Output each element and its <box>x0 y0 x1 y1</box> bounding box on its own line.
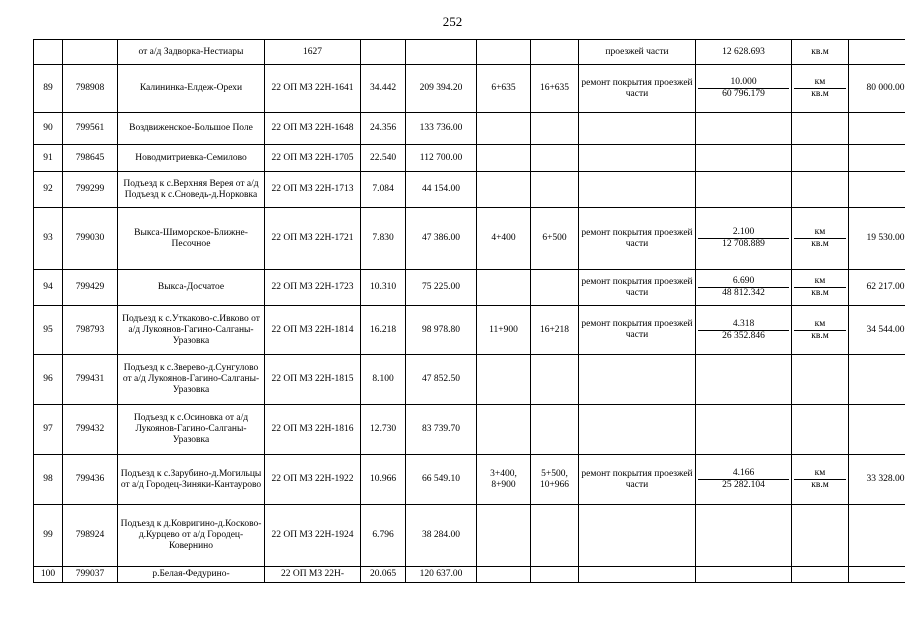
measure-cell <box>696 208 792 270</box>
start-km-cell <box>477 355 531 405</box>
length-cell: 24.356 <box>361 113 406 145</box>
cost-cell: 83 739.70 <box>406 405 477 455</box>
code-cell: 799299 <box>63 172 118 208</box>
work-type-cell: ремонт покрытия проезжей части <box>579 208 696 270</box>
measure-value: 4.318 <box>732 318 755 329</box>
sum-cell: 80 000.00 <box>849 65 905 113</box>
end-km-cell <box>531 355 579 405</box>
start-km-cell <box>477 145 531 172</box>
end-km-cell: 16+218 <box>531 306 579 355</box>
code-cell: 799429 <box>63 270 118 306</box>
work-type-cell <box>579 145 696 172</box>
work-type-cell: ремонт покрытия проезжей части <box>579 65 696 113</box>
cost-cell: 98 978.80 <box>406 306 477 355</box>
start-km-cell <box>477 270 531 306</box>
code-cell: 799561 <box>63 113 118 145</box>
unit-cell <box>792 455 849 505</box>
row-number-cell: 91 <box>34 145 63 172</box>
row-number-cell: 92 <box>34 172 63 208</box>
unit-value: км <box>814 227 826 237</box>
unit-value: кв.м <box>794 330 846 342</box>
table-row <box>34 270 905 306</box>
sum-cell <box>849 355 905 405</box>
measure-cell <box>696 270 792 306</box>
cost-cell: 38 284.00 <box>406 505 477 567</box>
work-type-cell <box>579 567 696 583</box>
start-km-cell <box>477 567 531 583</box>
length-cell: 8.100 <box>361 355 406 405</box>
length-cell: 7.830 <box>361 208 406 270</box>
measure-cell <box>696 455 792 505</box>
road-name-cell: Подъезд к с.Осиновка от а/д Лукоянов-Гагино-Салганы-Уразовка <box>118 405 265 455</box>
sum-cell: 33 328.00 <box>849 455 905 505</box>
unit-cell <box>792 65 849 113</box>
length-cell <box>361 40 406 65</box>
road-name-cell: Подъезд к д.Ковригино-д.Косково-д.Курцево от а/д Городец-Ковернино <box>118 505 265 567</box>
road-id-cell: 22 ОП МЗ 22Н-1721 <box>265 208 361 270</box>
end-km-cell <box>531 172 579 208</box>
table-row <box>34 355 905 405</box>
table-row <box>34 208 905 270</box>
cost-cell: 133 736.00 <box>406 113 477 145</box>
road-id-cell: 22 ОП МЗ 22Н- <box>265 567 361 583</box>
road-name-cell: Подъезд к с.Зарубино-д.Могильцы от а/д Городец-Зиняки-Кантаурово <box>118 455 265 505</box>
start-km-cell <box>477 172 531 208</box>
measure-cell <box>696 355 792 405</box>
row-number-cell: 90 <box>34 113 63 145</box>
row-number-cell: 89 <box>34 65 63 113</box>
work-type-cell <box>579 113 696 145</box>
sum-cell <box>849 567 905 583</box>
code-cell: 799436 <box>63 455 118 505</box>
unit-cell <box>792 405 849 455</box>
table-row <box>34 455 905 505</box>
measure-cell <box>696 65 792 113</box>
sum-cell <box>849 505 905 567</box>
code-cell: 799030 <box>63 208 118 270</box>
row-number-cell: 99 <box>34 505 63 567</box>
table-row <box>34 113 905 145</box>
length-cell: 7.084 <box>361 172 406 208</box>
measure-value: 10.000 <box>730 77 757 87</box>
table-row <box>34 567 905 583</box>
table-row <box>34 306 905 355</box>
start-km-cell <box>477 405 531 455</box>
unit-value: кв.м <box>794 238 846 250</box>
sum-cell <box>849 172 905 208</box>
page-number: 252 <box>442 14 463 29</box>
start-km-cell <box>477 505 531 567</box>
unit-cell <box>792 355 849 405</box>
row-number-cell: 95 <box>34 306 63 355</box>
cost-cell: 209 394.20 <box>406 65 477 113</box>
end-km-cell <box>531 270 579 306</box>
cost-cell: 47 386.00 <box>406 208 477 270</box>
measure-value: 6.690 <box>732 276 755 286</box>
table-row <box>34 172 905 208</box>
measure-cell <box>696 505 792 567</box>
measure-value: 2.100 <box>732 227 755 237</box>
work-type-cell <box>579 505 696 567</box>
roads-table <box>33 39 905 583</box>
cost-cell: 44 154.00 <box>406 172 477 208</box>
road-id-cell: 22 ОП МЗ 22Н-1815 <box>265 355 361 405</box>
code-cell: 798793 <box>63 306 118 355</box>
cost-cell: 66 549.10 <box>406 455 477 505</box>
road-id-cell: 22 ОП МЗ 22Н-1713 <box>265 172 361 208</box>
road-name-cell: от а/д Задворка-Нестиары <box>118 40 265 65</box>
row-number-cell <box>34 40 63 65</box>
row-number-cell: 96 <box>34 355 63 405</box>
length-cell: 10.310 <box>361 270 406 306</box>
road-name-cell: Новодмитриевка-Семилово <box>118 145 265 172</box>
work-type-cell: ремонт покрытия проезжей части <box>579 306 696 355</box>
work-type-cell: проезжей части <box>579 40 696 65</box>
road-name-cell: Подъезд к с.Зверево-д.Сунгулово от а/д Лукоянов-Гагино-Салганы-Уразовка <box>118 355 265 405</box>
work-type-cell <box>579 355 696 405</box>
measure-value: 12 628.693 <box>722 46 765 57</box>
road-id-cell: 1627 <box>265 40 361 65</box>
code-cell: 798908 <box>63 65 118 113</box>
start-km-cell: 4+400 <box>477 208 531 270</box>
start-km-cell: 6+635 <box>477 65 531 113</box>
end-km-cell: 16+635 <box>531 65 579 113</box>
measure-cell <box>696 40 792 65</box>
start-km-cell <box>477 40 531 65</box>
measure-cell <box>696 405 792 455</box>
start-km-cell: 11+900 <box>477 306 531 355</box>
work-type-cell <box>579 172 696 208</box>
start-km-cell <box>477 113 531 145</box>
measure-value: 25 282.104 <box>698 479 789 491</box>
measure-value: 60 796.179 <box>698 88 789 100</box>
end-km-cell <box>531 567 579 583</box>
code-cell: 798924 <box>63 505 118 567</box>
end-km-cell <box>531 505 579 567</box>
end-km-cell <box>531 40 579 65</box>
work-type-cell: ремонт покрытия проезжей части <box>579 270 696 306</box>
road-id-cell: 22 ОП МЗ 22Н-1816 <box>265 405 361 455</box>
work-type-cell <box>579 405 696 455</box>
length-cell: 16.218 <box>361 306 406 355</box>
unit-value: кв.м <box>794 479 846 491</box>
road-name-cell: Выкса-Досчатое <box>118 270 265 306</box>
cost-cell: 75 225.00 <box>406 270 477 306</box>
measure-value: 48 812.342 <box>698 287 789 299</box>
row-number-cell: 93 <box>34 208 63 270</box>
cost-cell: 120 637.00 <box>406 567 477 583</box>
start-km-cell: 3+400, 8+900 <box>477 455 531 505</box>
unit-cell <box>792 270 849 306</box>
unit-value: км <box>814 77 826 87</box>
measure-value: 26 352.846 <box>698 330 789 342</box>
end-km-cell: 6+500 <box>531 208 579 270</box>
unit-cell <box>792 145 849 172</box>
measure-cell <box>696 113 792 145</box>
work-type-cell: ремонт покрытия проезжей части <box>579 455 696 505</box>
table-row <box>34 65 905 113</box>
cost-cell: 112 700.00 <box>406 145 477 172</box>
table-row <box>34 405 905 455</box>
measure-cell <box>696 172 792 208</box>
length-cell: 6.796 <box>361 505 406 567</box>
road-id-cell: 22 ОП МЗ 22Н-1922 <box>265 455 361 505</box>
road-id-cell: 22 ОП МЗ 22Н-1648 <box>265 113 361 145</box>
road-id-cell: 22 ОП МЗ 22Н-1924 <box>265 505 361 567</box>
end-km-cell <box>531 113 579 145</box>
measure-value: 12 708.889 <box>698 238 789 250</box>
unit-value: км <box>814 318 826 329</box>
unit-value: кв.м <box>811 46 829 57</box>
unit-value: кв.м <box>794 88 846 100</box>
sum-cell <box>849 113 905 145</box>
unit-value: км <box>814 468 826 478</box>
road-id-cell: 22 ОП МЗ 22Н-1723 <box>265 270 361 306</box>
unit-value: кв.м <box>794 287 846 299</box>
end-km-cell: 5+500, 10+966 <box>531 455 579 505</box>
row-number-cell: 100 <box>34 567 63 583</box>
unit-value: км <box>814 276 826 286</box>
table-row <box>34 505 905 567</box>
road-name-cell: Калининка-Елдеж-Орехи <box>118 65 265 113</box>
measure-cell <box>696 567 792 583</box>
code-cell <box>63 40 118 65</box>
road-id-cell: 22 ОП МЗ 22Н-1814 <box>265 306 361 355</box>
unit-cell <box>792 208 849 270</box>
cost-cell: 47 852.50 <box>406 355 477 405</box>
unit-cell <box>792 113 849 145</box>
sum-cell <box>849 405 905 455</box>
road-id-cell: 22 ОП МЗ 22Н-1641 <box>265 65 361 113</box>
sum-cell <box>849 145 905 172</box>
sum-cell <box>849 40 905 65</box>
unit-cell <box>792 306 849 355</box>
length-cell: 10.966 <box>361 455 406 505</box>
length-cell: 34.442 <box>361 65 406 113</box>
end-km-cell <box>531 405 579 455</box>
row-number-cell: 97 <box>34 405 63 455</box>
unit-cell <box>792 567 849 583</box>
unit-cell <box>792 40 849 65</box>
road-name-cell: Подъезд к с.Уткаково-с.Ивково от а/д Лукоянов-Гагино-Салганы-Уразовка <box>118 306 265 355</box>
road-name-cell: Подъезд к с.Верхняя Верея от а/д Подъезд к с.Сноведь-д.Норковка <box>118 172 265 208</box>
code-cell: 798645 <box>63 145 118 172</box>
unit-cell <box>792 172 849 208</box>
measure-cell <box>696 145 792 172</box>
code-cell: 799431 <box>63 355 118 405</box>
end-km-cell <box>531 145 579 172</box>
road-name-cell: Воздвиженское-Большое Поле <box>118 113 265 145</box>
unit-cell <box>792 505 849 567</box>
row-number-cell: 94 <box>34 270 63 306</box>
code-cell: 799432 <box>63 405 118 455</box>
table-row <box>34 40 905 65</box>
length-cell: 22.540 <box>361 145 406 172</box>
road-id-cell: 22 ОП МЗ 22Н-1705 <box>265 145 361 172</box>
length-cell: 20.065 <box>361 567 406 583</box>
code-cell: 799037 <box>63 567 118 583</box>
cost-cell <box>406 40 477 65</box>
measure-cell <box>696 306 792 355</box>
sum-cell: 34 544.00 <box>849 306 905 355</box>
measure-value: 4.166 <box>732 468 755 478</box>
sum-cell: 19 530.00 <box>849 208 905 270</box>
table-row <box>34 145 905 172</box>
sum-cell: 62 217.00 <box>849 270 905 306</box>
length-cell: 12.730 <box>361 405 406 455</box>
row-number-cell: 98 <box>34 455 63 505</box>
road-name-cell: р.Белая-Федурино- <box>118 567 265 583</box>
road-name-cell: Выкса-Шиморское-Ближне-Песочное <box>118 208 265 270</box>
